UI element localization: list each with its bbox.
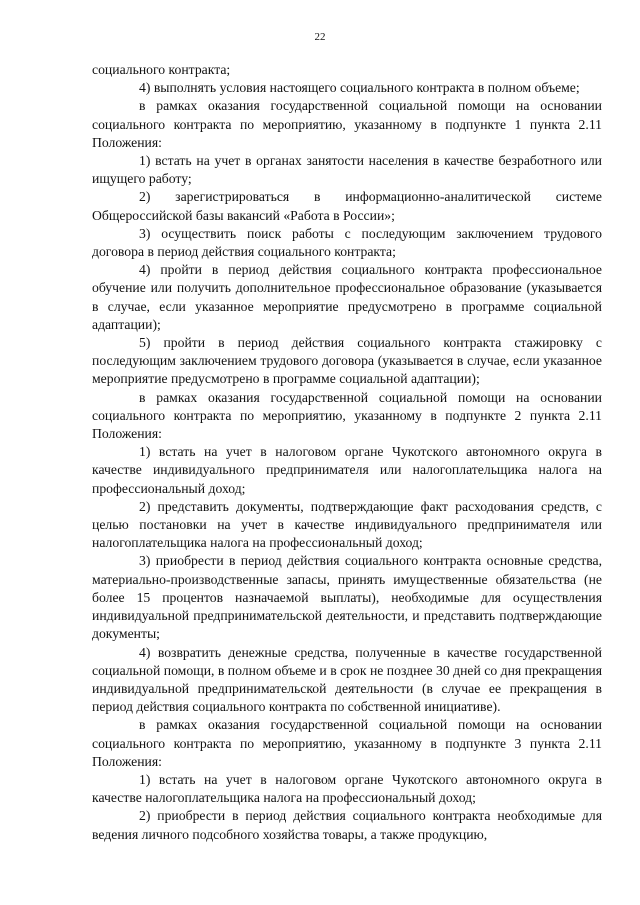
paragraph: социального контракта; [92, 62, 231, 77]
paragraph: 3) осуществить поиск работы с последующим заключением трудового договора в период действия социального контракта; [92, 225, 602, 260]
paragraph: 1) встать на учет в налоговом органе Чукотского автономного округа в качестве индивидуального предпринимателя или налогоплательщика налога на профессиональный доход; [92, 444, 602, 496]
paragraph: в рамках оказания государственной социальной помощи на основании социального контракта по мероприятию, указанному в подпункте 3 пункта 2.11 Положения: [92, 717, 602, 769]
document-body [92, 61, 602, 844]
paragraph: 4) возвратить денежные средства, полученные в качестве государственной социальной помощи, в полном объеме и в срок не позднее 30 дней со дня прекращения индивидуальной предпринимательской деятельности (в случае ее прекращения в период действия социального контракта по собственной инициативе). [92, 644, 602, 715]
paragraph: 3) приобрести в период действия социального контракта основные средства, материально-производственные запасы, принять имущественные обязательства (не более 15 процентов назначаемой выплаты), необходимые для осуществления индивидуальной предпринимательской деятельности, и представить подтверждающие документы; [92, 553, 602, 642]
paragraph: в рамках оказания государственной социальной помощи на основании социального контракта по мероприятию, указанному в подпункте 1 пункта 2.11 Положения: [92, 98, 602, 150]
paragraph: 4) выполнять условия настоящего социального контракта в полном объеме; [139, 80, 580, 96]
page-number: 22 [314, 31, 326, 43]
paragraph: 5) пройти в период действия социального контракта стажировку с последующим заключением трудового договора (указывается в случае, если указанное мероприятие предусмотрено в программе социальной адаптации); [92, 335, 602, 387]
paragraph: 2) зарегистрироваться в информационно-аналитической системе Общероссийской базы вакансий «Работа в России»; [92, 189, 602, 223]
paragraph: 2) представить документы, подтверждающие факт расходования средств, с целью постановки на учет в качестве индивидуального предпринимателя или налогоплательщика налога на профессиональный доход; [92, 498, 602, 551]
paragraph: 1) встать на учет в налоговом органе Чукотского автономного округа в качестве налогоплательщика налога на профессиональный доход; [92, 771, 602, 806]
paragraph: 2) приобрести в период действия социального контракта необходимые для ведения личного подсобного хозяйства товары, а также продукцию, [92, 808, 602, 842]
paragraph: 1) встать на учет в органах занятости населения в качестве безработного или ищущего работу; [92, 153, 602, 187]
paragraph: 4) пройти в период действия социального контракта профессиональное обучение или получить дополнительное профессиональное образование (указывается в случае, если указанное мероприятие предусмотрено в программе социальной адаптации); [92, 262, 602, 332]
paragraph: в рамках оказания государственной социальной помощи на основании социального контракта по мероприятию, указанному в подпункте 2 пункта 2.11 Положения: [92, 389, 602, 442]
